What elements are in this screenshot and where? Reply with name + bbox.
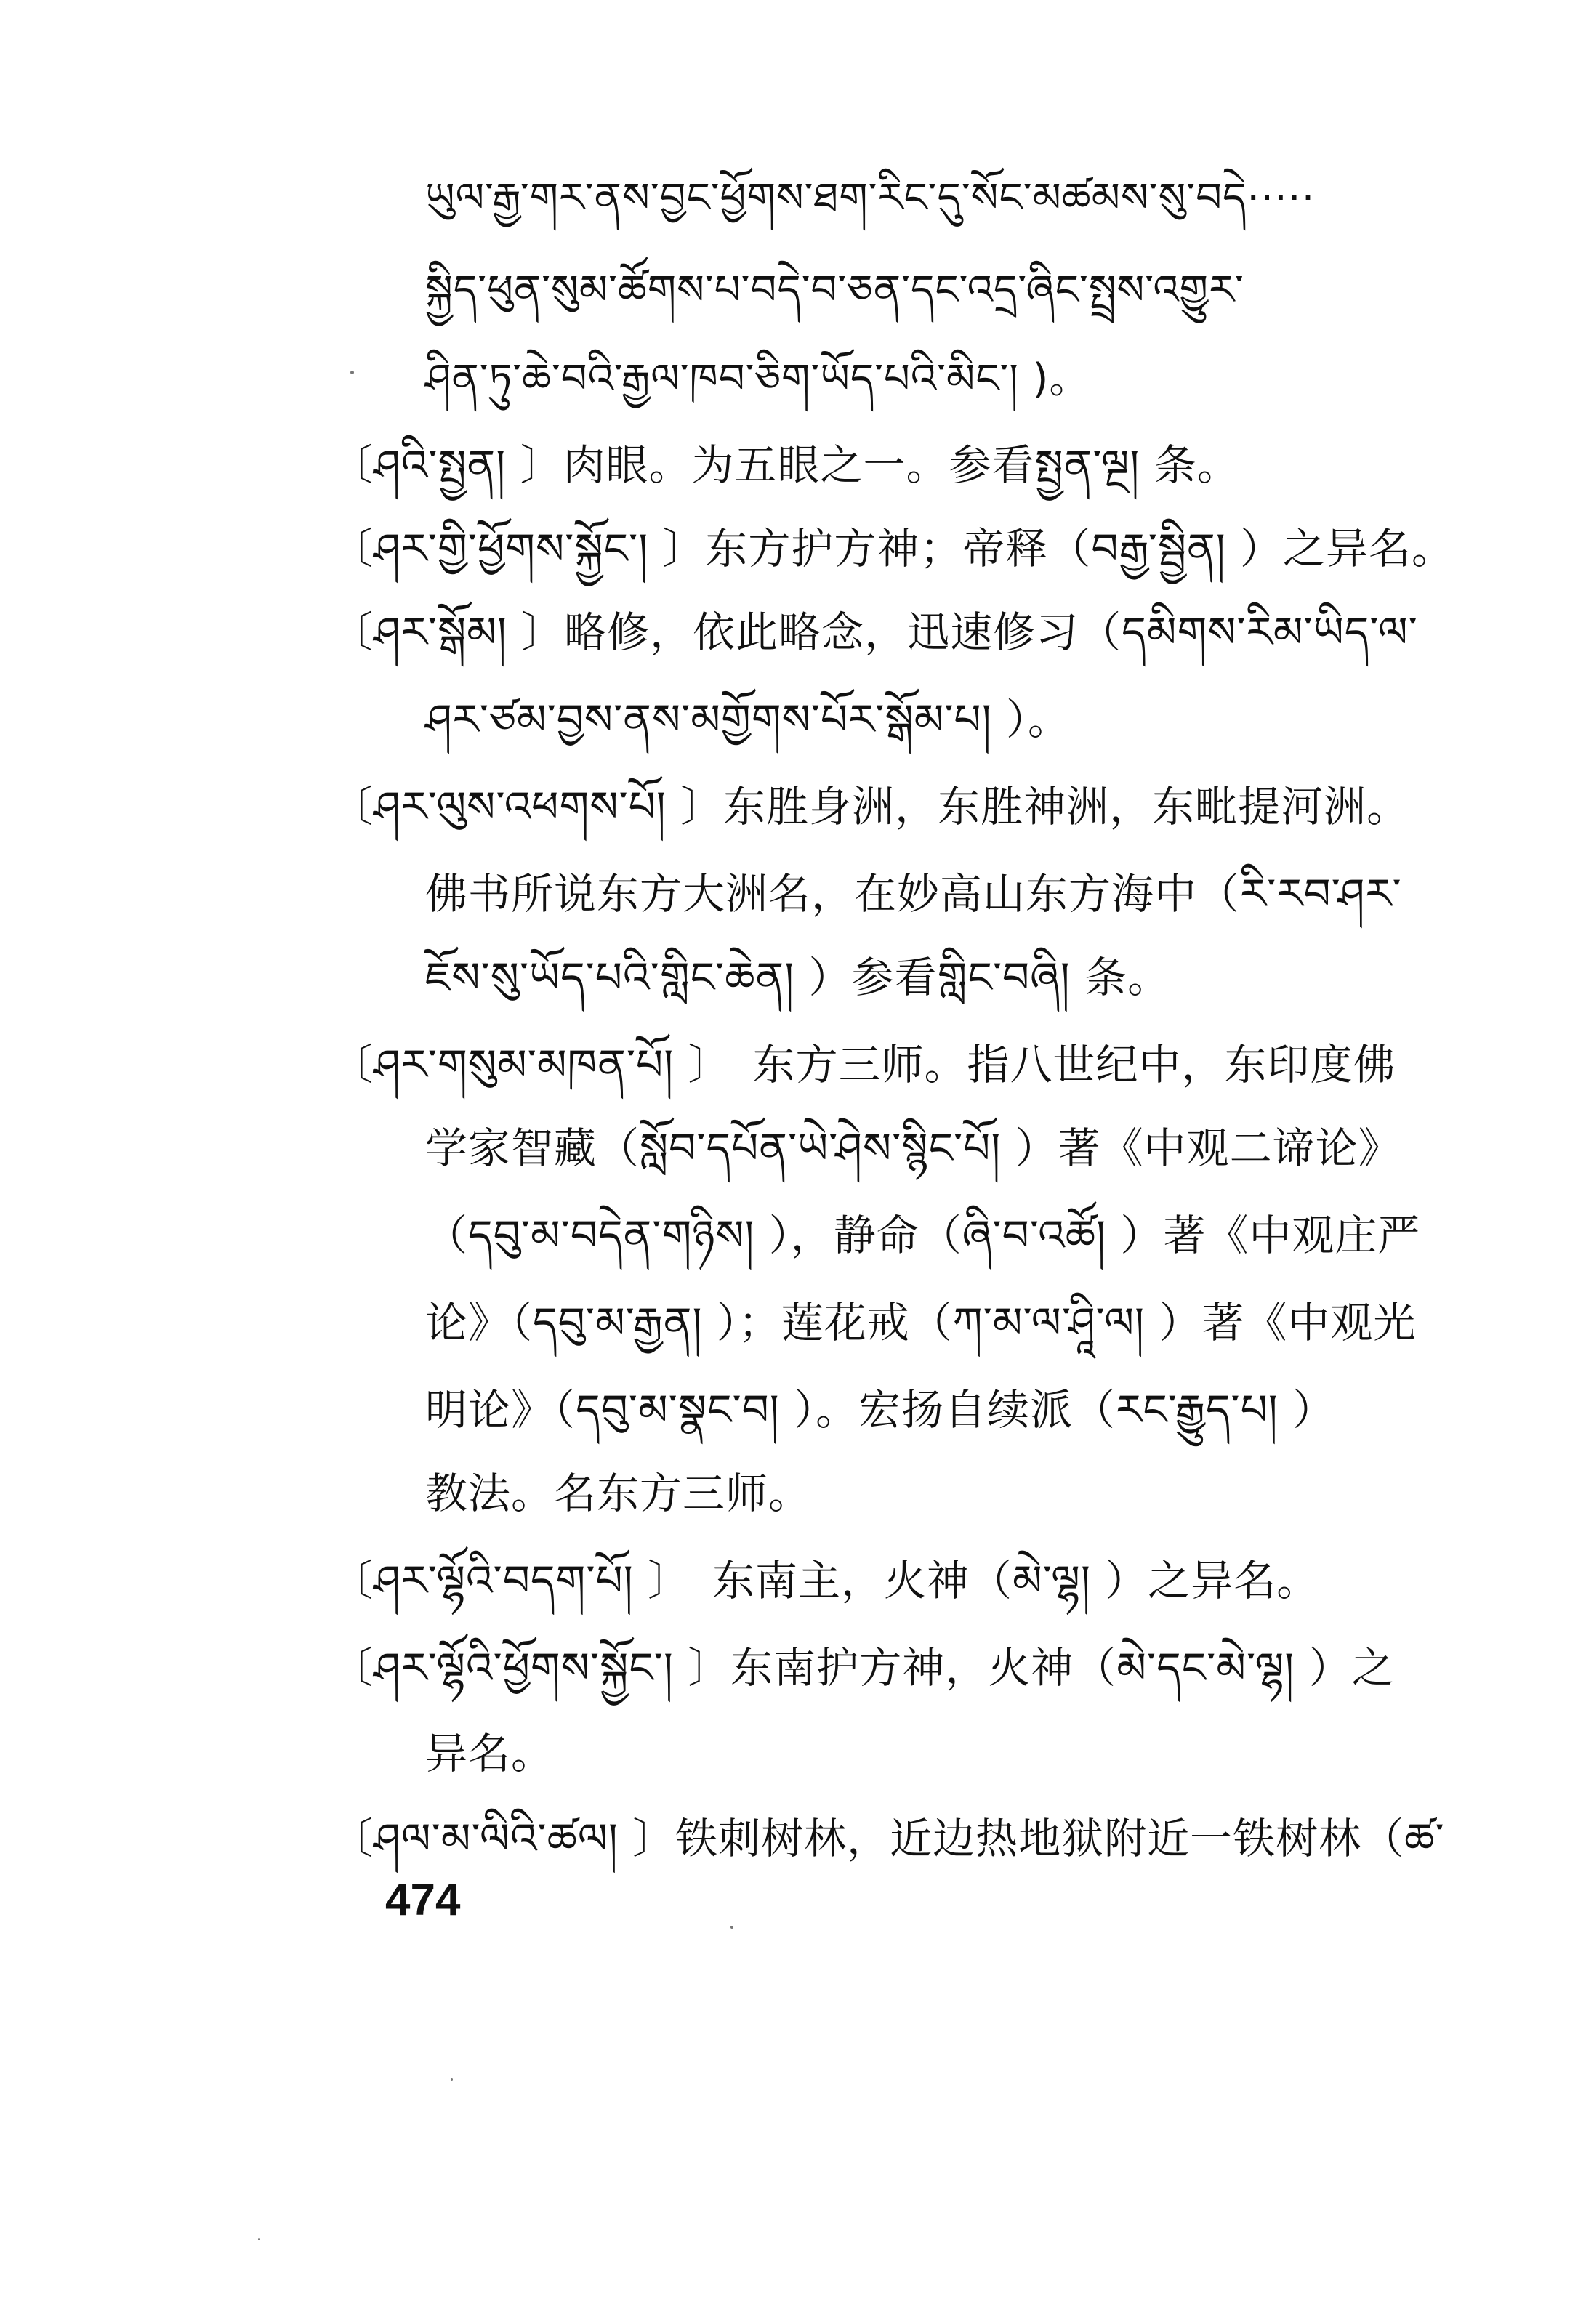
dictionary-entry-shar-gsum-mkhan-po-continued-1: 学家智藏（སློབ་དཔོན་ཡེ་ཤེས་སྙིང་པོ། ）著《中观二谛论》: [425, 1123, 1401, 1173]
scan-speck: [730, 1926, 733, 1929]
dictionary-entry-shar-sgom: 〔ཤར་སྒོམ། 〕略修，依此略念，迅速修习（དམིགས་རིམ་ཡིད་ལ་: [331, 608, 1418, 657]
dictionary-entry-shal-ma-li-tshal: 〔ཤལ་མ་ལིའི་ཚལ། 〕铁刺树林，近边热地狱附近一铁树林（ཚ་: [331, 1814, 1445, 1863]
scan-speck: [350, 371, 354, 374]
dictionary-entry-shar-gsum-mkhan-po-continued-4: 明论》（དབུ་མ་སྣང་བ། ）。宏扬自续派（རང་རྒྱུད་པ། ）: [425, 1385, 1336, 1435]
dictionary-entry-shar-gsum-mkhan-po-continued-2: （དབུ་མ་བདེན་གཉིས། ），静命（ཞི་བ་འཚོ། ）著《中观庄严: [425, 1211, 1421, 1260]
dictionary-entry-shar-sgom-continued: ཤར་ཙམ་བྱས་ནས་མགྱོགས་པོར་སྒོམ་པ། ）。: [425, 695, 1071, 744]
scan-speck: [451, 2078, 453, 2081]
entry-continuation-line-2: སྐྱིད་ཕུན་སུམ་ཚོགས་པ་བདེ་བ་ཅན་དང་འདྲ་ཞིང་སྤྲས་འགྱུར་: [425, 267, 1244, 314]
dictionary-entry-shar-lho-bdag-po: 〔ཤར་ལྷོའི་བདག་པོ། 〕 东南主，火神（མེ་ལྷ། ）之异名。: [331, 1556, 1320, 1605]
dictionary-entry-shar-lus-phags-po-continued-1: 佛书所说东方大洲名，在妙高山东方海中（རི་རབ་ཤར་: [425, 869, 1402, 919]
scan-speck: [258, 2238, 260, 2240]
entry-continuation-line-3: ཤིན་ཏུ་ཆེ་བའི་རྒྱལ་ཁབ་ཅིག་ཡོད་པའི་མིང་། )。: [425, 355, 1091, 403]
dictionary-entry-shar-gsum-mkhan-po-continued-3: 论》（དབུ་མ་རྒྱན། ）；莲花戒（ཀ་མ་ལ་ཤཱི་ལ། ）著《中观光: [425, 1298, 1417, 1347]
dictionary-entry-shar-lho-phyogs-skyong-continued: 异名。: [425, 1729, 555, 1778]
dictionary-entry-sha-yi-spyan: 〔ཤའི་སྤྱན། 〕肉眼。为五眼之一。参看སྤྱན་ལྔ། 条。: [331, 440, 1240, 490]
page-number: 474: [385, 1875, 461, 1925]
entry-continuation-line-1: ཡུལ་རྒྱ་གར་ནས་བྱང་ཕྱོགས་ཐག་རིང་དུ་སོང་མཚམས་སུ་བདེ·····: [425, 174, 1316, 222]
dictionary-entry-shar-gsum-mkhan-po-continued-5: 教法。名东方三师。: [425, 1469, 812, 1518]
dictionary-entry-shar-lho-phyogs-skyong: 〔ཤར་ལྷོའི་ཕྱོགས་སྐྱོང་། 〕东南护方神，火神（མེ་དང་མེ་ལྷ། ）之: [331, 1643, 1395, 1692]
dictionary-entry-shar-gsum-mkhan-po: 〔ཤར་གསུམ་མཁན་པོ། 〕 东方三师。指八世纪中，东印度佛: [331, 1040, 1396, 1089]
dictionary-entry-shar-lus-phags-po-continued-2: ཇོས་སུ་ཡོད་པའི་གླིང་ཆེན། ）参看གླིང་བཞི། 条。: [425, 953, 1171, 1002]
dictionary-entry-shar-lus-phags-po: 〔ཤར་ལུས་འཕགས་པོ། 〕东胜身洲，东胜神洲，东毗提河洲。: [331, 782, 1410, 831]
dictionary-entry-shar-gyi-phyogs-skyong: 〔ཤར་གྱི་ཕྱོགས་སྐྱོང་། 〕东方护方神；帝释（བརྒྱ་སྦྱིན། ）之异名。: [331, 524, 1455, 573]
